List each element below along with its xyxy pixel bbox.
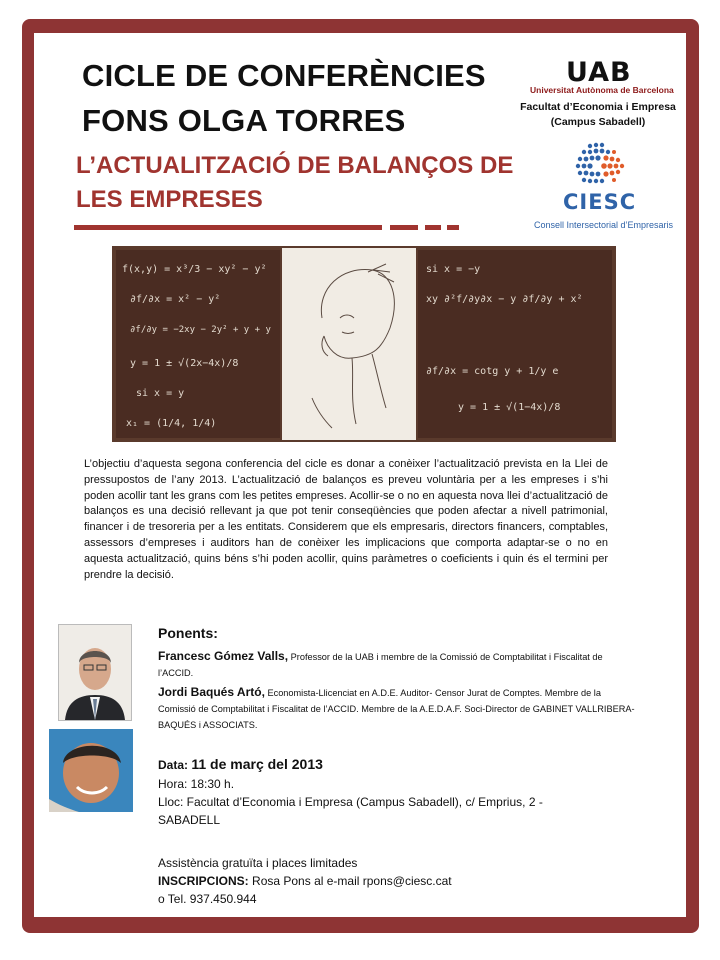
- title-underline-dash-3: [447, 225, 459, 230]
- speaker-1-name: Francesc Gómez Valls,: [158, 649, 289, 663]
- faculty-line1: Facultat d’Economia i Empresa: [520, 101, 676, 113]
- ciesc-dots-icon: [568, 140, 630, 190]
- conference-title-line1: L’ACTUALITZACIÓ DE BALANÇOS DE: [76, 152, 514, 179]
- speaker-1-bio: Professor de la UAB i membre de la Comissió de Comptabilitat i Fiscalitat de l’ACCID.: [158, 652, 603, 678]
- formula-1: f(x,y) = x³/3 − xy² − y²: [122, 264, 267, 275]
- speaker-photo-2: [49, 729, 133, 812]
- event-time: Hora: 18:30 h.: [158, 777, 235, 791]
- uab-name: Universitat Autònoma de Barcelona: [530, 85, 674, 95]
- speaker-2-name: Jordi Baqués Artó,: [158, 685, 265, 699]
- registration-phone: o Tel. 937.450.944: [158, 892, 257, 906]
- speaker-2-portrait-icon: [49, 729, 133, 812]
- ciesc-name: Consell Intersectorial d’Empresaris: [534, 220, 674, 230]
- date-label: Data:: [158, 758, 189, 772]
- title-underline: [74, 225, 382, 230]
- hero-image: [112, 246, 616, 442]
- event-place-line1: Lloc: Facultat d’Economia i Empresa (Campus Sabadell), c/ Emprius, 2 -: [158, 795, 543, 809]
- registration-label: INSCRIPCIONS:: [158, 874, 249, 888]
- sketch-panel: [282, 248, 416, 440]
- speaker-2: [158, 684, 638, 733]
- speaker-1: [158, 648, 638, 681]
- formula-7: si x = −y: [426, 264, 481, 275]
- registration: [158, 873, 452, 890]
- formula-4: y = 1 ± √(2x−4x)/8: [130, 358, 239, 369]
- registration-contact[interactable]: Rosa Pons al e-mail rpons@ciesc.cat: [252, 874, 452, 888]
- ciesc-logo: CIESC: [563, 190, 637, 214]
- blackboard-right-formulas: [418, 250, 612, 438]
- formula-3: ∂f/∂y = −2xy − 2y² + y + y: [130, 325, 271, 335]
- formula-10: y = 1 ± √(1−4x)/8: [458, 402, 561, 413]
- series-title: CICLE DE CONFERÈNCIES: [82, 58, 486, 93]
- description-paragraph: L’objectiu d’aquesta segona conferencia del cicle es donar a conèixer l’actualització prevista en la Llei de pressupostos de l’any 2013. L’actualització de balanços es preveu voluntària per a les empreses i s’hi poden acollir tant les grans com les petites empreses. Acollir-se o no en aquesta nova llei d’actualització de balanços es una decisió rellevant ja que pot tenir conseqüències que poden afectar a nivell patrimonial, financer i de tresoreria per a les entitats. Considerem que els empresaris, directors financers, comptables, assessors d’empreses i auditors han de conèixer les implicacions que comporta adaptar-se o no en aquesta actualització, quins béns s’hi poden acollir, quins paràmetres o coeficients i quin és el termini per prendre la decisió.: [84, 458, 608, 581]
- formula-2: ∂f/∂x = x² − y²: [130, 294, 221, 305]
- uab-logo: UAB: [566, 57, 632, 88]
- series-subtitle: FONS OLGA TORRES: [82, 103, 406, 138]
- event-date: [158, 756, 323, 774]
- speaker-1-portrait-icon: [59, 625, 131, 720]
- formula-8: xy ∂²f/∂y∂x − y ∂f/∂y + x²: [426, 294, 583, 305]
- blackboard-left: [116, 250, 280, 438]
- blackboard-right: [418, 250, 612, 438]
- blackboard-left-formulas: [116, 250, 280, 438]
- portrait-sketch-icon: [282, 248, 416, 440]
- conference-title-line2: LES EMPRESES: [76, 186, 263, 213]
- formula-5: si x = y: [136, 388, 185, 399]
- speakers-heading: Ponents:: [158, 625, 218, 641]
- title-underline-dash-1: [390, 225, 418, 230]
- formula-6: x₁ = (1/4, 1/4): [126, 418, 217, 429]
- speaker-2-bio: Economista-Llicenciat en A.D.E. Auditor- Censor Jurat de Comptes. Membre de la Comissió de Comptabilitat i Fiscalitat de l’ACCID. Membre de la A.E.D.A.F. Soci-Director de GABINET VALLRIBERA-BAQUÉS i ASSOCIATS.: [158, 688, 635, 730]
- faculty-line2: (Campus Sabadell): [550, 116, 646, 128]
- date-value: 11 de març del 2013: [191, 756, 323, 772]
- title-underline-dash-2: [425, 225, 441, 230]
- event-place-line2: SABADELL: [158, 813, 221, 827]
- faculty-label: [498, 100, 698, 130]
- speaker-photo-1: [58, 624, 132, 721]
- attendance-note: Assistència gratuïta i places limitades: [158, 856, 358, 870]
- formula-9: ∂f/∂x = cotg y + 1/y e: [426, 366, 559, 377]
